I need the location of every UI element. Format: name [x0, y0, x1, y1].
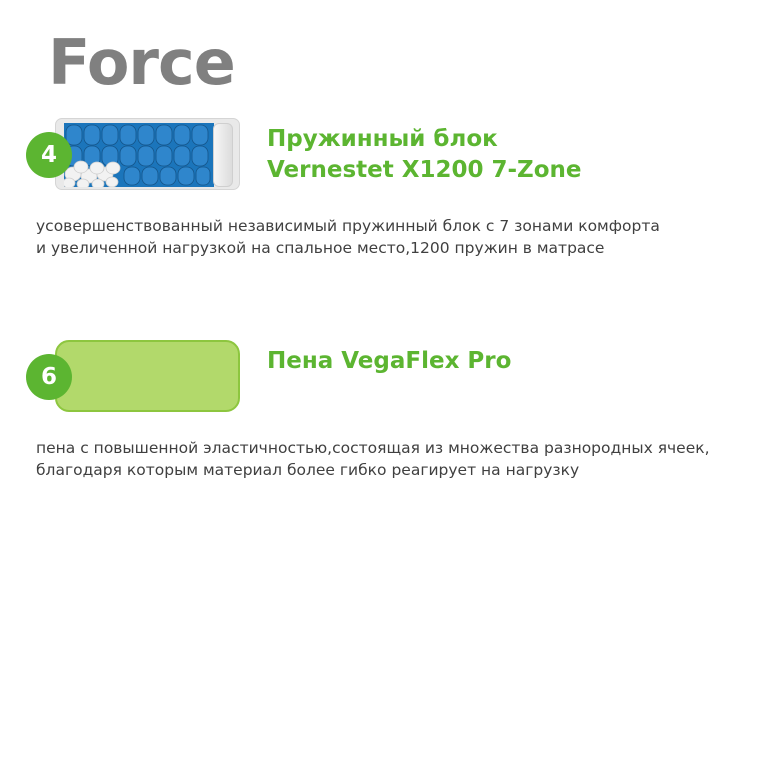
feature-header-spring [0, 110, 768, 190]
spring-block-side-panel [213, 123, 233, 187]
feature-title-spring [267, 124, 582, 185]
feature-title-line-1: Пружинный блок [267, 126, 498, 152]
page-title: Force [48, 26, 235, 99]
feature-title-line-1: Пена VegaFlex Pro [267, 348, 512, 374]
foam-layer-image [55, 340, 240, 412]
feature-block-spring [0, 110, 768, 258]
feature-title-foam [267, 346, 511, 377]
description-line-1: усовершенствованный независимый пружинный блок с 7 зонами комфорта [36, 217, 660, 235]
feature-description-spring [36, 215, 736, 260]
badge-number-6: 6 [26, 354, 72, 400]
feature-header-foam [0, 332, 768, 412]
badge-number-4: 4 [26, 132, 72, 178]
feature-description-foam [36, 437, 736, 482]
spring-coils-graphic [64, 123, 214, 187]
description-line-2: благодаря которым материал более гибко реагирует на нагрузку [36, 461, 580, 480]
description-line-2: и увеличенной нагрузкой на спальное место,1200 пружин в матрасе [36, 239, 605, 258]
description-line-1: пена с повышенной эластичностью,состоящая из множества разнородных ячеек, [36, 439, 710, 457]
feature-block-foam [0, 332, 768, 480]
feature-title-line-2: Vernestet X1200 7-Zone [267, 156, 582, 183]
spring-block-image [55, 118, 240, 190]
